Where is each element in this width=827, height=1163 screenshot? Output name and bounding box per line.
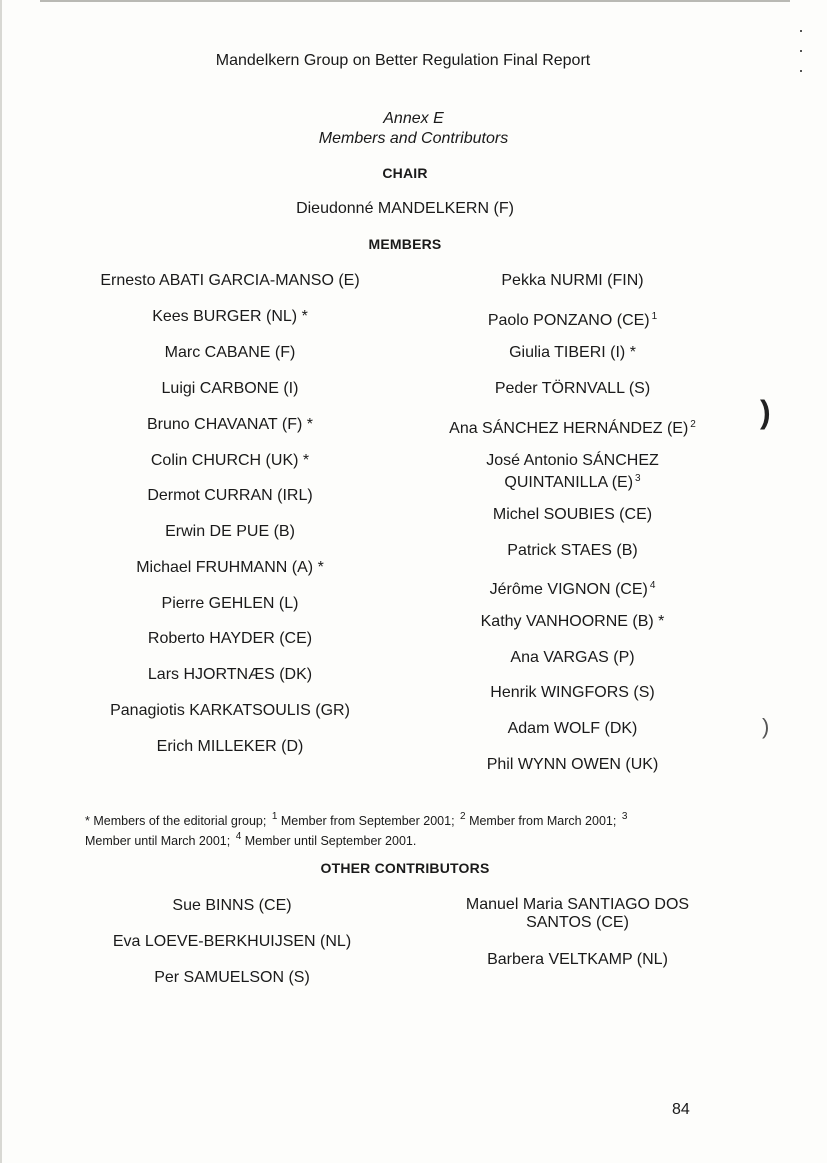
member-name: Colin CHURCH (UK) *: [150, 452, 310, 469]
annex-label: Annex E: [383, 110, 444, 127]
member-name: Ana SÁNCHEZ HERNÁNDEZ (E) $^2$: [449, 419, 696, 437]
member-name: Luigi CARBONE (I): [161, 380, 299, 397]
member-name: Panagiotis KARKATSOULIS (GR): [110, 702, 350, 719]
member-name: Jérôme VIGNON (CE) $^4$: [489, 580, 656, 598]
member-name: Roberto HAYDER (CE): [147, 630, 313, 647]
member-name: Bruno CHAVANAT (F) *: [147, 416, 313, 433]
member-name: Kees BURGER (NL) *: [152, 308, 308, 325]
member-name: Pierre GEHLEN (L): [161, 595, 299, 612]
contributor-name: Barbera VELTKAMP (NL): [487, 951, 668, 968]
member-name: Phil WYNN OWEN (UK): [486, 756, 659, 773]
member-name: Dermot CURRAN (IRL): [147, 487, 313, 504]
contributor-name: Manuel Maria SANTIAGO DOS SANTOS (CE): [465, 896, 690, 931]
member-name: Michael FRUHMANN (A) *: [136, 559, 324, 576]
other-contributors-heading: OTHER CONTRIBUTORS: [320, 860, 490, 876]
member-name: Pekka NURMI (FIN): [501, 272, 644, 289]
footnote: * Members of the editorial group; $^1$ Member from September 2001; $^2$ Member from March 2001; $^3$ Member until March 2001; $^4$ Member until September 2001.: [85, 811, 628, 848]
binding-hole-mark: ): [762, 714, 770, 739]
member-name: Ana VARGAS (P): [510, 649, 635, 666]
scan-speck-marks: [800, 30, 804, 90]
binding-hole-mark: ): [760, 394, 771, 430]
member-name: Adam WOLF (DK): [507, 720, 638, 737]
member-name: Erich MILLEKER (D): [156, 738, 304, 755]
member-name: Ernesto ABATI GARCIA-MANSO (E): [100, 272, 360, 289]
running-header: Mandelkern Group on Better Regulation Final Report: [215, 52, 591, 69]
member-name: Giulia TIBERI (I) *: [509, 344, 636, 361]
member-name: Paolo PONZANO (CE) $^1$: [487, 311, 658, 329]
member-name: Patrick STAES (B): [507, 542, 638, 559]
member-name: Peder TÖRNVALL (S): [494, 380, 651, 397]
chair-name: Dieudonné MANDELKERN (F): [296, 200, 514, 217]
member-name: Henrik WINGFORS (S): [490, 684, 655, 701]
contributor-name: Per SAMUELSON (S): [154, 969, 310, 986]
annex-title-block: [0, 109, 827, 149]
page-number: 84: [672, 1101, 690, 1118]
chair-heading: CHAIR: [382, 165, 428, 181]
annex-title: Members and Contributors: [318, 130, 509, 147]
member-name: Erwin DE PUE (B): [165, 523, 295, 540]
member-name: Lars HJORTNÆS (DK): [147, 666, 313, 683]
contributor-name: Sue BINNS (CE): [172, 897, 292, 914]
member-name: José Antonio SÁNCHEZ QUINTANILLA (E) $^3$: [486, 452, 659, 491]
member-name: Marc CABANE (F): [164, 344, 296, 361]
contributor-name: Eva LOEVE-BERKHUIJSEN (NL): [112, 933, 352, 950]
member-name: Michel SOUBIES (CE): [492, 506, 653, 523]
members-heading: MEMBERS: [368, 236, 442, 252]
scan-top-edge: [40, 0, 790, 2]
member-name: Kathy VANHOORNE (B) *: [480, 613, 665, 630]
